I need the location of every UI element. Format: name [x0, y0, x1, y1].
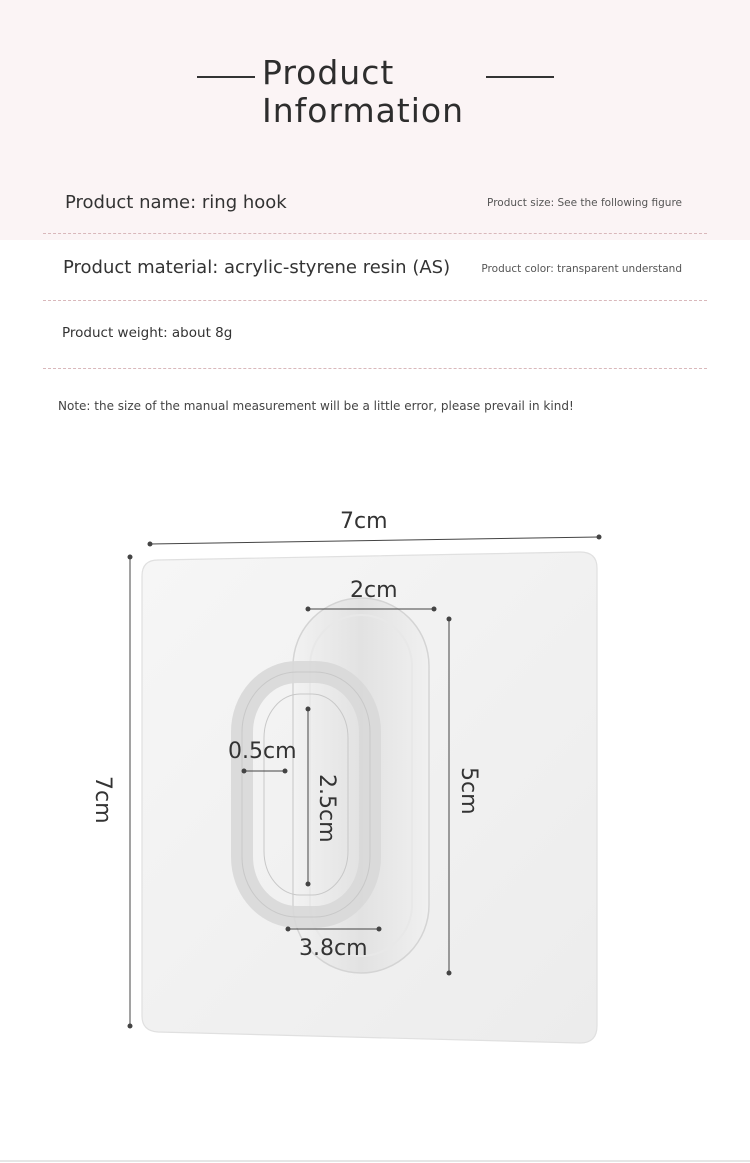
divider — [43, 233, 707, 234]
page-title: Product Information — [262, 53, 465, 130]
divider — [43, 300, 707, 301]
ring-inner-label: 2.5cm — [314, 774, 339, 843]
ring-thickness-label: 0.5cm — [228, 739, 297, 764]
ring-width-label: 3.8cm — [299, 936, 368, 961]
measurement-note: Note: the size of the manual measurement will be a little error, please prevail in kind! — [58, 399, 574, 413]
divider — [43, 368, 707, 369]
title-divider-right — [486, 76, 554, 78]
hook-height-label: 5cm — [456, 767, 481, 815]
height-label: 7cm — [90, 776, 115, 824]
hook-width-label: 2cm — [350, 578, 398, 603]
product-material: Product material: acrylic-styrene resin (AS) — [63, 257, 451, 278]
product-name: Product name: ring hook — [65, 192, 287, 213]
width-label: 7cm — [340, 509, 388, 534]
product-size: Product size: See the following figure — [487, 197, 682, 209]
product-color: Product color: transparent understand — [481, 263, 682, 275]
product-weight: Product weight: about 8g — [62, 325, 233, 341]
hook-dimension-diagram — [0, 480, 750, 1080]
title-divider-left — [197, 76, 255, 78]
bottom-divider — [0, 1160, 750, 1162]
